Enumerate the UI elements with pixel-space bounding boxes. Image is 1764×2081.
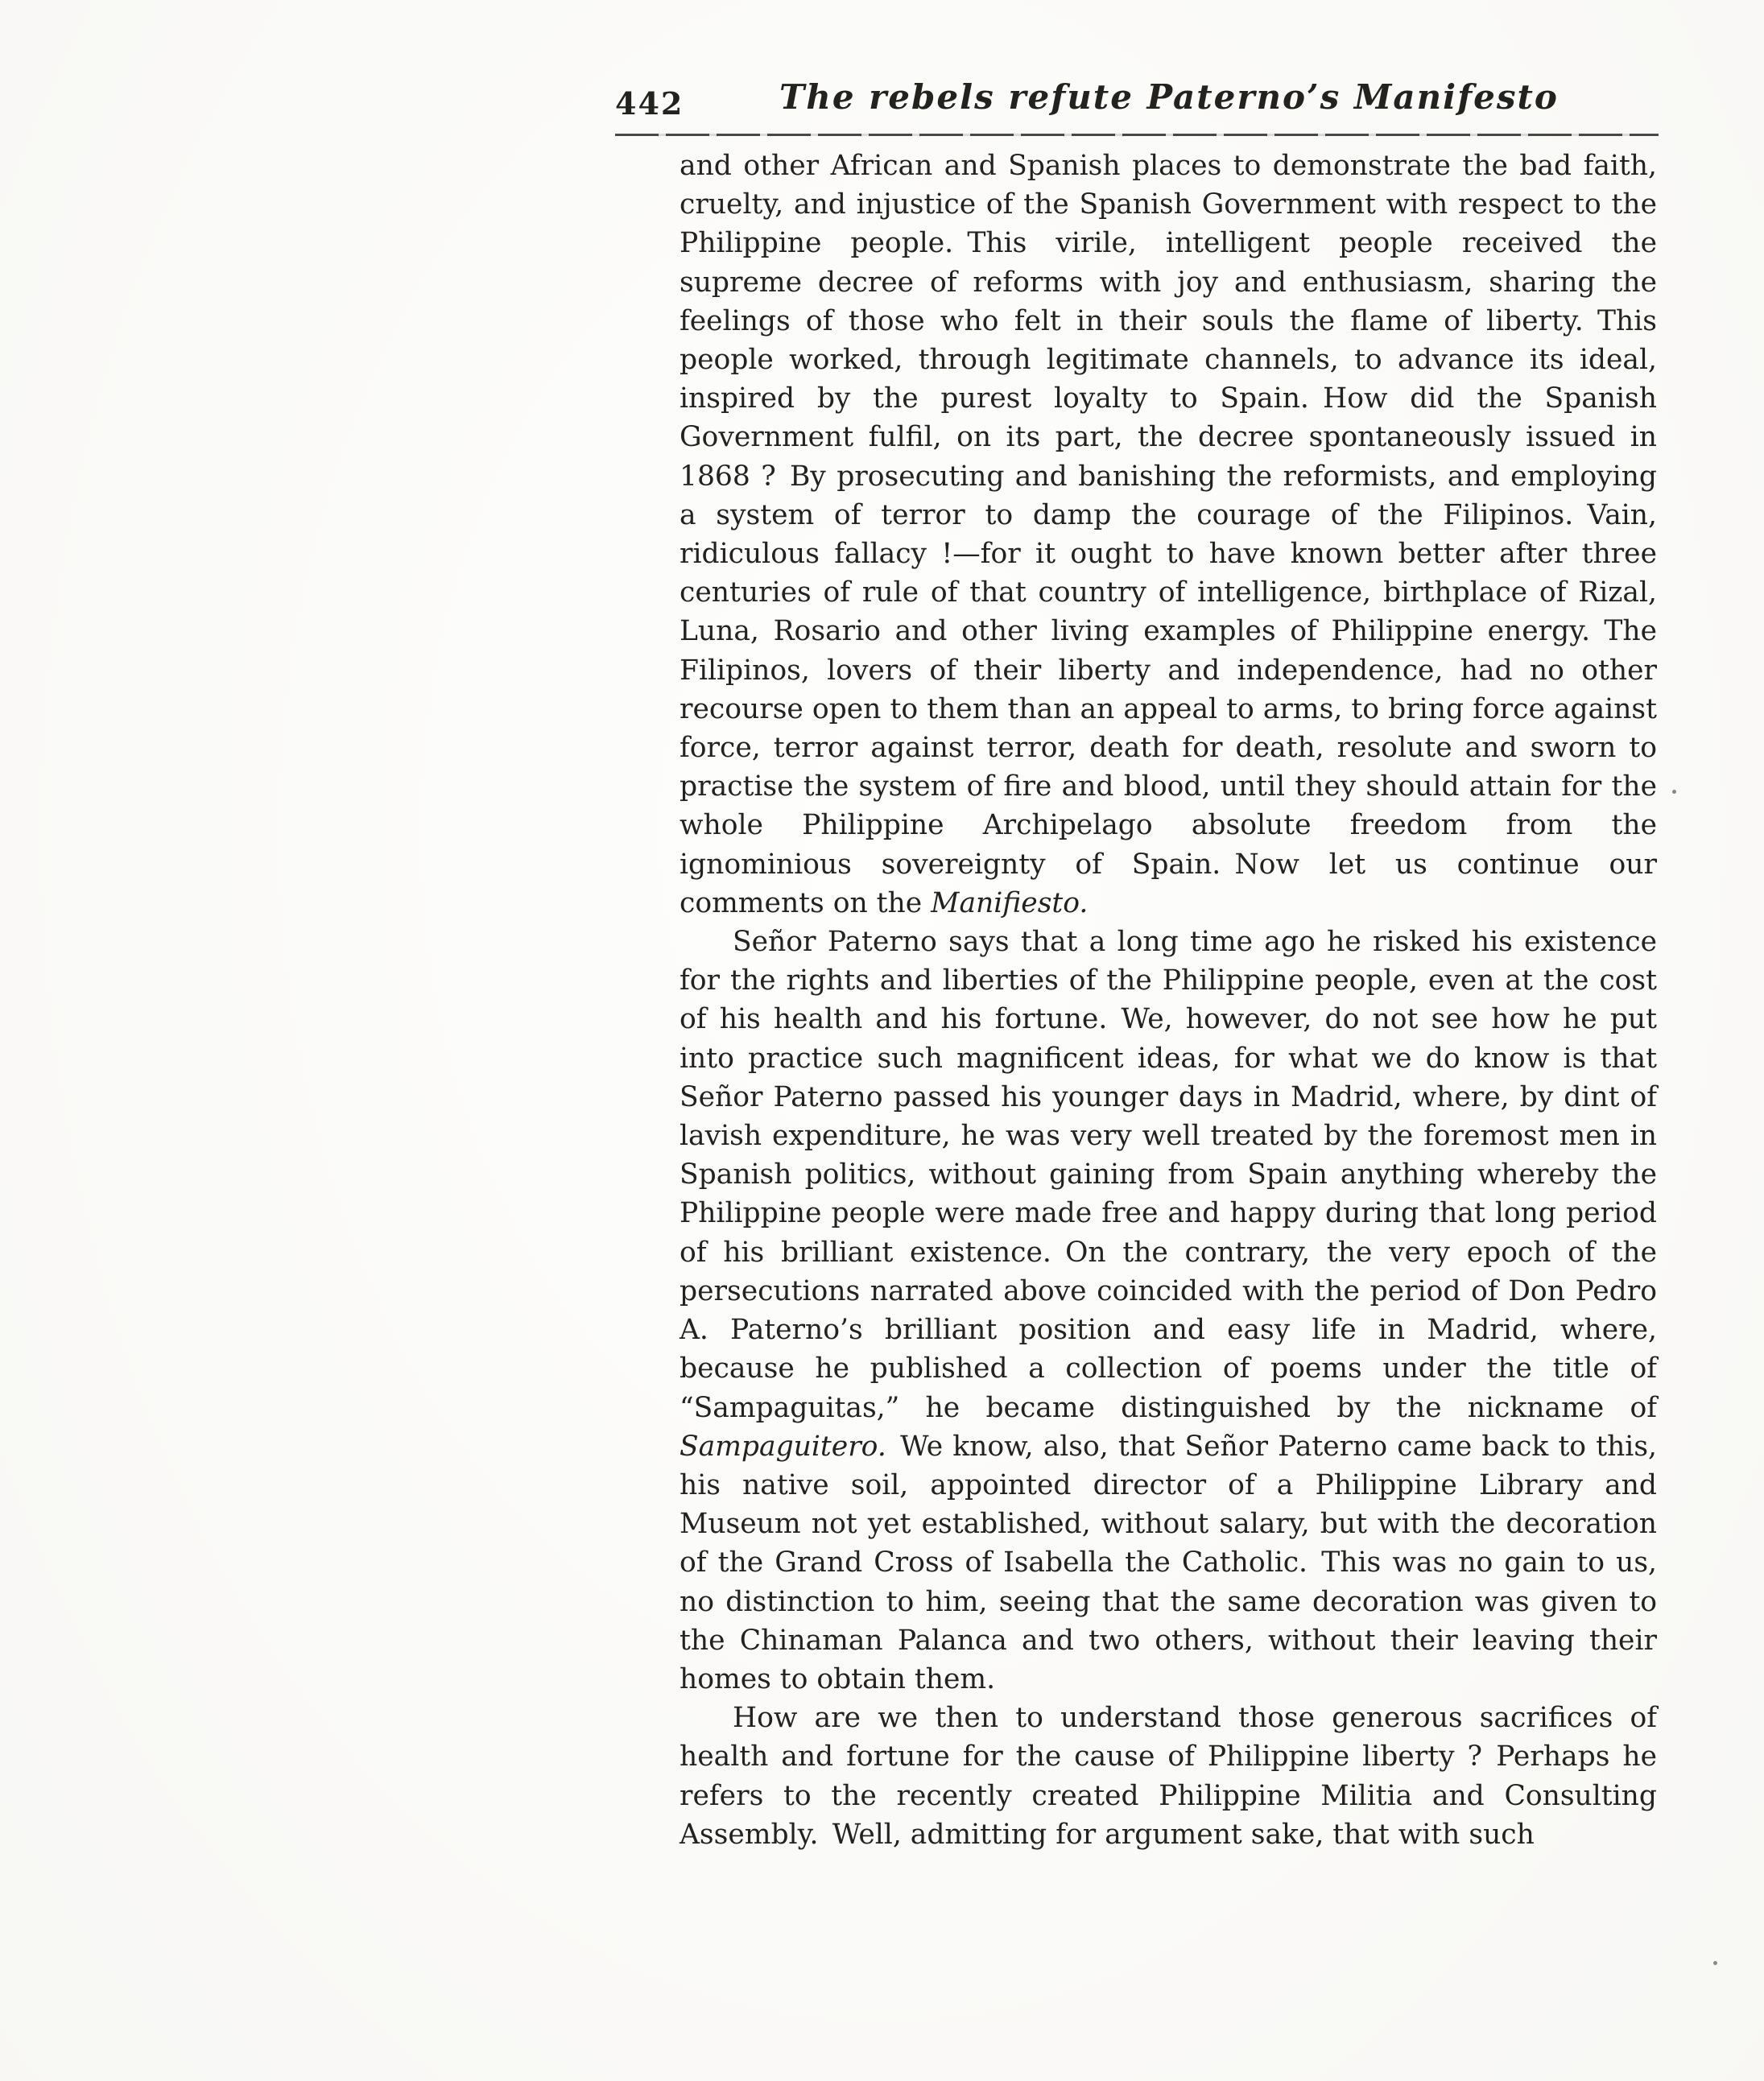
page-header [615, 77, 1659, 126]
italic-text-segment: Sampaguitero. [680, 1430, 886, 1463]
paragraph [680, 147, 1657, 923]
header-rule-divider [615, 134, 1659, 136]
text-segment: We know, also, that Señor Paterno came back to this, his native soil, appointed director of a Philippine Library and Museum not yet established, without salary, but with the decoration of the Grand Cross of Isabella the Catholic. This was no gain to us, no distinction to him, seeing that the same decoration was given to the Chinaman Palanca and two others, without their leaving their homes to obtain them. [680, 1430, 1657, 1695]
italic-text-segment: Manifiesto. [931, 886, 1089, 919]
page-body-text [680, 147, 1657, 1854]
paragraph [680, 923, 1657, 1699]
scan-speck [1713, 1961, 1717, 1965]
text-segment: Señor Paterno says that a long time ago he risked his existence for the rights and liberties of the Philippine people, even at the cost of his health and his fortune. We, however, do not see how he put into practice such magnificent ideas, for what we do know is that Señor Paterno passed his younger days in Madrid, where, by dint of lavish expenditure, he was very well treated by the foremost men in Spanish politics, without gaining from Spain anything whereby the Philippine people were made free and happy during that long period of his brilliant existence. On the contrary, the very epoch of the persecutions narrated above coincided with the period of Don Pedro A. Paterno’s brilliant position and easy life in Madrid, where, because he published a collection of poems under the title of “Sampaguitas,” he became distinguished by the nickname of [680, 926, 1657, 1424]
scan-speck [1672, 790, 1676, 794]
running-header-title: The rebels refute Paterno’s Manifesto [779, 77, 1559, 117]
page-number: 442 [615, 85, 684, 122]
text-segment: and other African and Spanish places to demonstrate the bad faith, cruelty, and injustice of the Spanish Government with respect to the Philippine people. This virile, intelligent people received the supreme decree of reforms with joy and enthusiasm, sharing the feelings of those who felt in their souls the flame of liberty. This people worked, through legitimate channels, to advance its ideal, inspired by the purest loyalty to Spain. How did the Spanish Government fulfil, on its part, the decree spontaneously issued in 1868 ? By prosecuting and banishing the reformists, and employing a system of terror to damp the courage of the Filipinos. Vain, ridiculous fallacy !—for it ought to have known better after three centuries of rule of that country of intelligence, birthplace of Rizal, Luna, Rosario and other living examples of Philippine energy. The Filipinos, lovers of their liberty and independence, had no other recourse open to them than an appeal to arms, to bring force against force, terror against terror, death for death, resolute and sworn to practise the system of fire and blood, until they should attain for the whole Philippine Archipelago absolute freedom from the ignominious sovereignty of Spain. Now let us continue our comments on the [680, 150, 1657, 919]
paragraph [680, 1699, 1657, 1854]
text-segment: How are we then to understand those generous sacrifices of health and fortune for the cause of Philippine liberty ? Perhaps he refers to the recently created Philippine Militia and Consulting Assembly. Well, admitting for argument sake, that with such [680, 1702, 1657, 1851]
